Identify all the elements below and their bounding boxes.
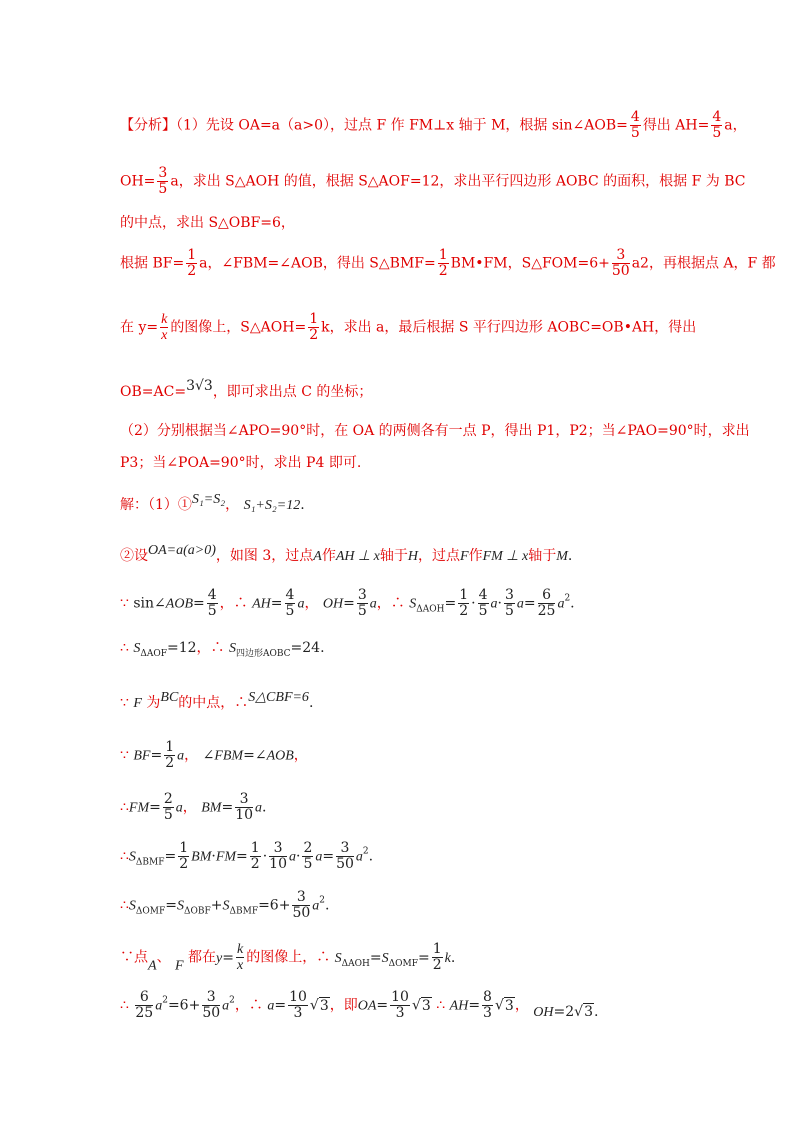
fraction: $\frac{1}{2}$: [438, 247, 448, 279]
fraction: $\frac{4}{5}$: [630, 109, 640, 141]
solution-line-9: $\therefore S_{\Delta OMF}=S_{\Delta OBF}+S_{\Delta BMF}=6+$ $\frac{3}{50}$ $a^2$.: [120, 889, 330, 921]
solution-line-8: $\therefore S_{\Delta BMF}=$ $\frac{1}{2}$ BM·FM= $\frac{1}{2}$ · $\frac{3}{10}$ a· $\frac{2}{5}$ a= $\frac{3}{50}$ $a^2$.: [120, 840, 374, 872]
analysis-line-6: OB=AC=3√3，即可求出点 C 的坐标；: [120, 378, 373, 400]
solution-line-7: ∴FM= $\frac{2}{5}$ a， BM= $\frac{3}{10}$ a.: [120, 791, 267, 823]
analysis-line-2: OH= $\frac{3}{5}$ a，求出 S△AOH 的值，根据 S△AOF=12，求出平行四边形 AOBC 的面积，根据 F 为 BC: [120, 165, 746, 197]
solution-line-5: ∵ F 为BC的中点，∴S△CBF=6.: [120, 690, 314, 711]
analysis-line-4: 根据 BF= $\frac{1}{2}$ a，∠FBM=∠AOB，得出 S△BMF= $\frac{1}{2}$ BM•FM，S△FOM=6+ $\frac{3}{50}$ a2，再根据点 A，F 都: [120, 247, 776, 279]
fraction: $\frac{1}{2}$: [309, 311, 319, 343]
solution-line-10: ∵点A、 F 都在y= $\frac{k}{x}$ 的图像上，∴ $S_{\Delta AOH}=S_{\Delta OMF}=$ $\frac{1}{2}$ k.: [120, 941, 456, 974]
analysis-line-1: 【分析】（1）先设 OA=a（a>0），过点 F 作 FM⊥x 轴于 M，根据 sin∠AOB= $\frac{4}{5}$ 得出 AH= $\frac{4}{5}$ a，: [120, 109, 747, 141]
analysis-tag: 【分析】: [120, 117, 176, 134]
analysis-line-7: （2）分别根据当∠APO=90°时，在 OA 的两侧各有一点 P，得出 P1，P2；当∠PAO=90°时，求出: [120, 423, 750, 439]
fraction: $\frac{4}{5}$: [712, 109, 722, 141]
solution-line-11: ∴ $\frac{6}{25}$ $a^2=6+$ $\frac{3}{50}$ $a^2$，∴ a= $\frac{10}{3}$ √3，即OA= $\frac{10}{3}$ √3 ∴ AH= $\frac{8}{3}$ √3， OH=2√3.: [120, 989, 599, 1021]
fraction: $\frac{1}{2}$: [187, 247, 197, 279]
fraction: $\frac{k}{x}$: [161, 312, 168, 343]
solution-line-3: ∵ sin∠AOB= $\frac{4}{5}$ ，∴ AH= $\frac{4}{5}$ a， OH= $\frac{3}{5}$ a，∴ $S_{\Delta AOH}=$ $\frac{1}{2}$ · $\frac{4}{5}$ a· $\frac{3}{5}$ a= $\frac{6}{25}$ $a^2$.: [120, 587, 575, 619]
solution-line-1: 解：（1）①S₁=S₂， S₁+S₂=12.: [120, 492, 305, 513]
solution-line-6: ∵ BF= $\frac{1}{2}$ a， ∠FBM=∠AOB，: [120, 739, 308, 771]
solution-line-4: ∴ $S_{\Delta AOF}=12$，∴ $S_{四边形AOBC}=24$.: [120, 640, 325, 659]
analysis-line-3: 的中点，求出 S△OBF=6，: [120, 215, 295, 231]
solution-line-2: ②设OA=a(a>0)，如图 3，过点A作AH ⊥ x轴于H，过点F作FM ⊥ x轴于M.: [120, 543, 573, 564]
fraction: $\frac{3}{50}$: [611, 247, 630, 279]
analysis-line-8: P3；当∠POA=90°时，求出 P4 即可.: [120, 455, 362, 471]
fraction: $\frac{3}{5}$: [158, 165, 168, 197]
analysis-line-5: 在 y= $\frac{k}{x}$ 的图像上，S△AOH= $\frac{1}{2}$ k，求出 a，最后根据 S 平行四边形 AOBC=OB•AH，得出: [120, 311, 697, 343]
